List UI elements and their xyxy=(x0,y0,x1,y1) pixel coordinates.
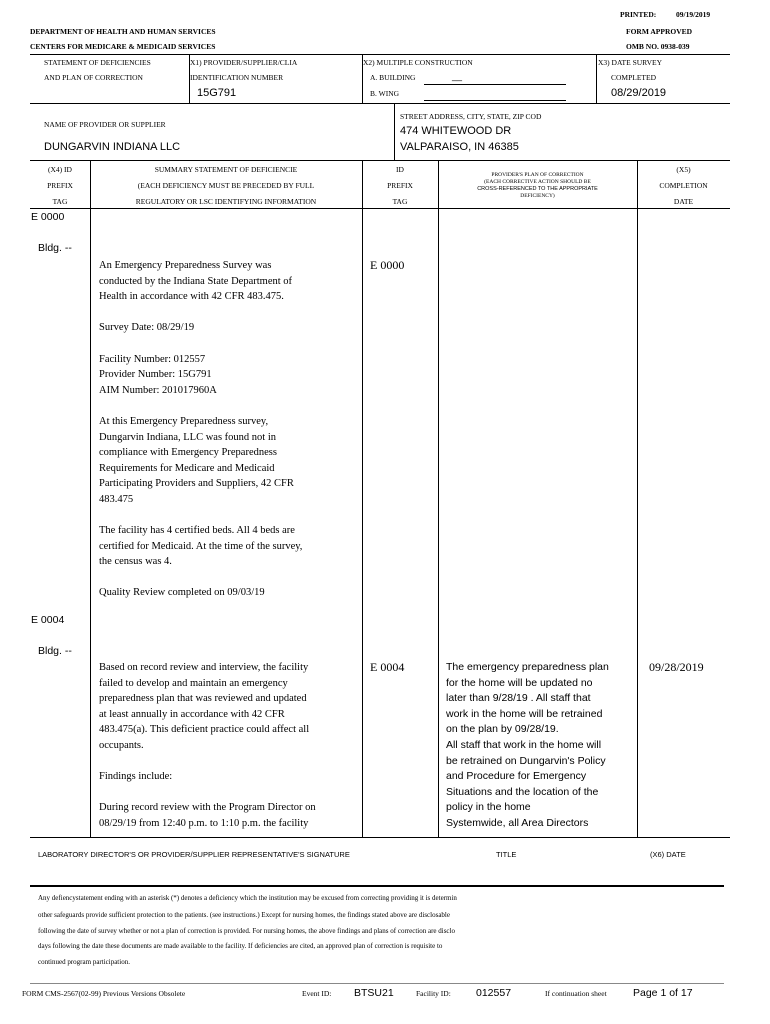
address-line-2: VALPARAISO, IN 46385 xyxy=(400,141,519,153)
address-line-1: 474 WHITEWOOD DR xyxy=(400,125,512,137)
facility-id-value: 012557 xyxy=(476,987,512,999)
disclaimer-line-4: days following the date these documents are made available to the facility. If deficiencies are cited, an approved plan of correction is requisite to xyxy=(38,942,443,950)
date-label: (X6) DATE xyxy=(650,850,686,859)
plan-header-2: (EACH CORRECTIVE ACTION SHOULD BE xyxy=(484,179,591,185)
page-number: Page 1 of 17 xyxy=(633,987,693,999)
x2-label: X2) MULTIPLE CONSTRUCTION xyxy=(363,58,473,67)
entry-2-tag: E 0004 xyxy=(31,614,65,626)
x3-label-1: X3) DATE SURVEY xyxy=(598,58,662,67)
x4-header-2: PREFIX xyxy=(47,181,73,190)
statement-label-1: STATEMENT OF DEFICIENCIES xyxy=(44,58,151,67)
summary-header-2: (EACH DEFICIENCY MUST BE PRECEDED BY FULL xyxy=(137,181,315,190)
department-title: DEPARTMENT OF HEALTH AND HUMAN SERVICES xyxy=(30,27,216,36)
disclaimer-line-1: Any defiencystatement ending with an asterisk (*) denotes a deficiency which the institution may be excused from correcting providing it is determin xyxy=(38,894,457,902)
facility-id-label: Facility ID: xyxy=(416,989,451,998)
entry-1-tag: E 0000 xyxy=(31,211,65,223)
x3-label-2: COMPLETED xyxy=(611,73,656,82)
address-label: STREET ADDRESS, CITY, STATE, ZIP COD xyxy=(400,112,542,121)
title-label: TITLE xyxy=(496,850,517,859)
id-header-1: ID xyxy=(396,165,404,174)
provider-name-value: DUNGARVIN INDIANA LLC xyxy=(44,141,181,153)
x1-label-1: X1) PROVIDER/SUPPLIER/CLIA xyxy=(190,58,298,67)
x5-header-1: (X5) xyxy=(676,165,691,174)
x4-header-3: TAG xyxy=(52,197,68,206)
entry-2-completion-date: 09/28/2019 xyxy=(649,660,704,674)
x5-header-2: COMPLETION xyxy=(659,181,708,190)
building-label: A. BUILDING xyxy=(370,73,416,82)
cms-title: CENTERS FOR MEDICARE & MEDICAID SERVICES xyxy=(30,42,216,51)
omb-number: OMB NO. 0938-039 xyxy=(626,42,690,51)
signature-label: LABORATORY DIRECTOR'S OR PROVIDER/SUPPLIER REPRESENTATIVE'S SIGNATURE xyxy=(38,850,350,859)
plan-header-3: CROSS-REFERENCED TO THE APPROPRIATE xyxy=(477,186,598,192)
provider-name-label: NAME OF PROVIDER OR SUPPLIER xyxy=(44,120,166,129)
id-header-2: PREFIX xyxy=(387,181,413,190)
x1-label-2: IDENTIFICATION NUMBER xyxy=(190,73,284,82)
disclaimer-line-2: other safeguards provide sufficient protection to the patients. (see instructions.) Except for nursing homes, the findings stated above are disclosable xyxy=(38,911,450,919)
x4-header-1: (X4) ID xyxy=(48,165,72,174)
x5-header-3: DATE xyxy=(673,197,694,206)
provider-id-value: 15G791 xyxy=(197,87,237,99)
survey-date-value: 08/29/2019 xyxy=(611,87,667,99)
entry-2-bldg: Bldg. -- xyxy=(38,645,72,657)
entry-1-summary: An Emergency Preparedness Survey was conducted by the Indiana State Department of Health in accordance with 42 CFR 483.475. Survey Date: 08/29/19 Facility Number: 012557 Provider Number: 15G791 AIM Number: 201017960A At this Emergency Preparedness survey, Dungarvin Indiana, LLC was found not in compliance with Emergency Preparedness Requirements for Medicare and Medicaid Participating Providers and Suppliers, 42 CFR 483.475 The facility has 4 certified beds. All 4 beds are certified for Medicaid. At the time of the survey, the census was 4. Quality Review completed on 09/03/19 xyxy=(99,260,303,599)
summary-header-3: REGULATORY OR LSC IDENTIFYING INFORMATION xyxy=(135,197,317,206)
id-header-3: TAG xyxy=(392,197,408,206)
entry-2-plan: The emergency preparedness plan for the home will be updated no later than 9/28/19 . All staff that work in the home will be retrained on the plan by 09/28/19. All staff that work in the home will be retrained on Dungarvin's Policy and Procedure for Emergency Situations and the location of the policy in the home Systemwide, all Area Directors xyxy=(446,661,609,829)
printed-date: 09/19/2019 xyxy=(676,10,711,19)
plan-header-4: DEFICIENCY) xyxy=(520,193,555,199)
entry-1-id: E 0000 xyxy=(370,258,405,272)
summary-header-1: SUMMARY STATEMENT OF DEFICIENCIE xyxy=(154,165,298,174)
disclaimer-line-3: following the date of survey whether or not a plan of correction is provided. For nursing homes, the above findings and plans of correction are disclo xyxy=(38,927,455,935)
event-id-value: BTSU21 xyxy=(354,987,394,999)
entry-2-summary: Based on record review and interview, the facility failed to develop and maintain an emergency preparedness plan that was reviewed and updated at least annually in accordance with 42 CFR 483.475(a). This deficient practice could affect all occupants. Findings include: During record review with the Program Director on 08/29/19 from 12:40 p.m. to 1:10 p.m. the facility xyxy=(99,662,316,829)
building-value: __ xyxy=(452,71,463,81)
event-id-label: Event ID: xyxy=(302,989,332,998)
entry-2-id: E 0004 xyxy=(370,660,405,674)
plan-header-1: PROVIDER'S PLAN OF CORRECTION xyxy=(491,172,584,178)
form-number: FORM CMS-2567(02-99) Previous Versions Obsolete xyxy=(22,989,186,998)
form-approved: FORM APPROVED xyxy=(626,27,693,36)
entry-1-bldg: Bldg. -- xyxy=(38,242,72,254)
printed-label: PRINTED: xyxy=(620,10,657,19)
disclaimer-line-5: continued program participation. xyxy=(38,958,130,966)
continuation-label: If continuation sheet xyxy=(545,989,607,998)
wing-label: B. WING xyxy=(370,89,400,98)
statement-label-2: AND PLAN OF CORRECTION xyxy=(44,73,143,82)
